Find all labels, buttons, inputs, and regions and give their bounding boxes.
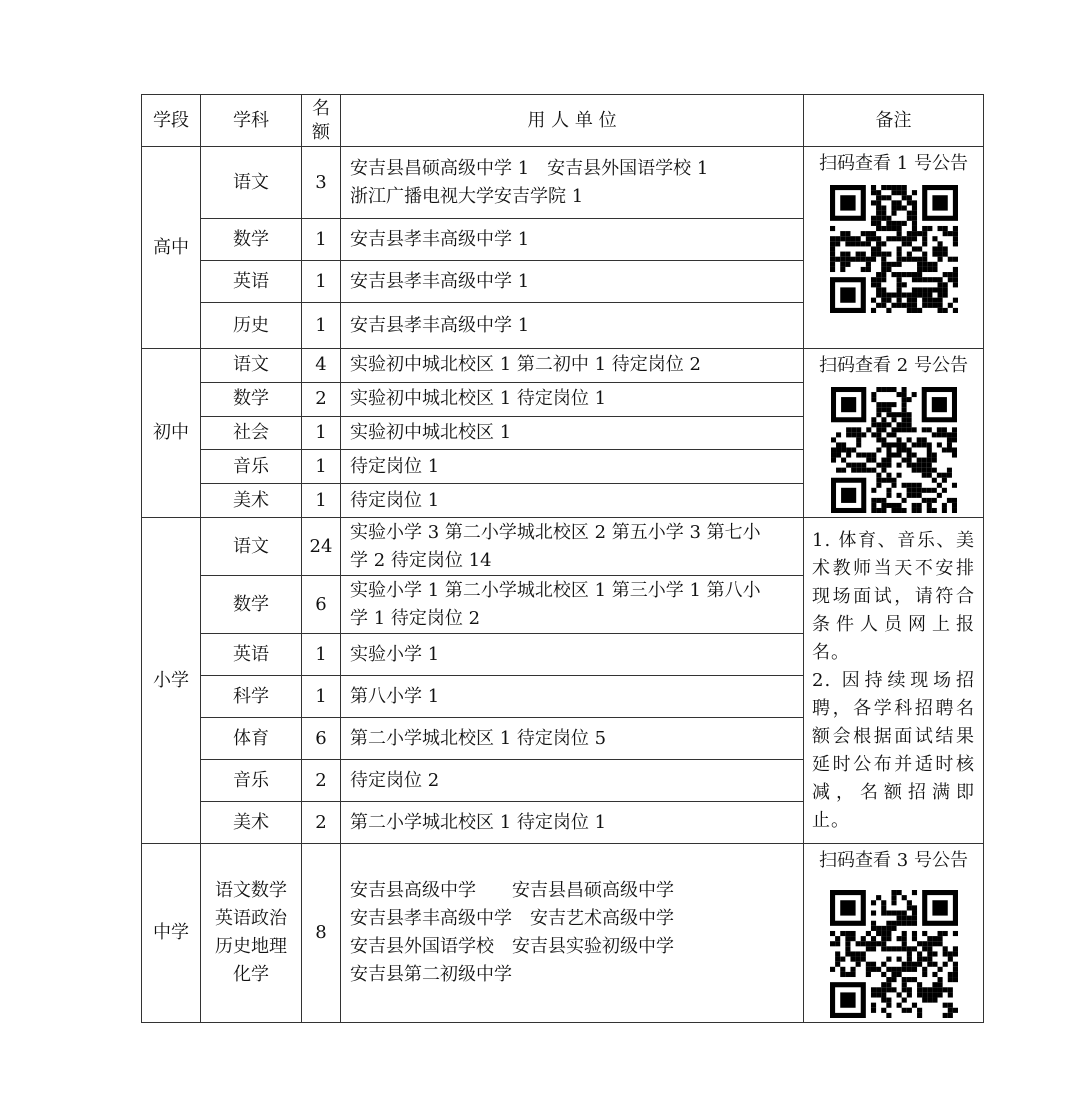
header-employer: 用 人 单 位 — [341, 95, 804, 147]
table-row — [142, 349, 984, 383]
quota-cell: 1 — [302, 303, 341, 349]
employer-line: 学 2 待定岗位 14 — [350, 549, 492, 571]
remark-cell — [804, 844, 984, 1023]
employer-cell — [341, 147, 804, 219]
subject-line: 历史地理 — [215, 936, 287, 957]
subject-cell: 语文 — [201, 147, 302, 219]
header-remark: 备注 — [804, 95, 984, 147]
subject-cell: 社会 — [201, 416, 302, 450]
header-row — [142, 95, 984, 147]
qr-code-icon[interactable] — [831, 387, 957, 513]
remark-cell — [804, 147, 984, 349]
subject-cell: 体育 — [201, 718, 302, 760]
quota-cell: 1 — [302, 261, 341, 303]
recruitment-table — [141, 94, 984, 1023]
header-quota — [302, 95, 341, 147]
employer-line: 安吉县外国语学校 安吉县实验初级中学 — [350, 936, 674, 957]
subject-line: 英语政治 — [215, 908, 287, 929]
employer-cell — [341, 518, 804, 576]
subject-cell: 英语 — [201, 634, 302, 676]
table-row — [142, 518, 984, 576]
table-row — [142, 844, 984, 1023]
quota-cell: 6 — [302, 576, 341, 634]
employer-cell — [341, 576, 804, 634]
subject-cell: 数学 — [201, 219, 302, 261]
employer-line: 浙江广播电视大学安吉学院 1 — [350, 185, 584, 207]
employer-cell: 待定岗位 2 — [341, 760, 804, 802]
employer-line: 实验小学 3 第二小学城北校区 2 第五小学 3 第七小 — [350, 521, 761, 543]
employer-cell: 第八小学 1 — [341, 676, 804, 718]
stage-cell: 高中 — [142, 147, 201, 349]
employer-cell — [341, 844, 804, 1023]
quota-cell: 1 — [302, 676, 341, 718]
quota-cell: 8 — [302, 844, 341, 1023]
subject-cell: 音乐 — [201, 450, 302, 484]
subject-cell: 美术 — [201, 802, 302, 844]
employer-cell: 第二小学城北校区 1 待定岗位 5 — [341, 718, 804, 760]
employer-line: 安吉县孝丰高级中学 安吉艺术高级中学 — [350, 908, 674, 929]
quota-cell: 4 — [302, 349, 341, 383]
quota-cell: 24 — [302, 518, 341, 576]
employer-cell: 第二小学城北校区 1 待定岗位 1 — [341, 802, 804, 844]
employer-cell: 安吉县孝丰高级中学 1 — [341, 303, 804, 349]
employer-cell: 安吉县孝丰高级中学 1 — [341, 261, 804, 303]
remark-title: 扫码查看 3 号公告 — [819, 850, 968, 871]
employer-line: 安吉县昌硕高级中学 1 安吉县外国语学校 1 — [350, 157, 709, 179]
subject-cell: 语文 — [201, 518, 302, 576]
quota-cell: 6 — [302, 718, 341, 760]
quota-cell: 1 — [302, 484, 341, 518]
quota-cell: 2 — [302, 760, 341, 802]
subject-cell: 科学 — [201, 676, 302, 718]
remark-note: 1. 体育、音乐、美术教师当天不安排现场面试，请符合条件人员网上报名。 2. 因持续现场招聘，各学科招聘名额会根据面试结果延时公布并适时核减，名额招满即止。 — [812, 529, 975, 831]
employer-line: 学 1 待定岗位 2 — [350, 607, 481, 629]
remark-note-cell — [804, 518, 984, 844]
table-row — [142, 147, 984, 219]
quota-cell: 2 — [302, 382, 341, 416]
remark-title: 扫码查看 2 号公告 — [819, 355, 968, 376]
stage-cell: 中学 — [142, 844, 201, 1023]
subject-cell: 语文 — [201, 349, 302, 383]
header-quota-line2: 额 — [312, 121, 330, 143]
quota-cell: 1 — [302, 416, 341, 450]
remark-title: 扫码查看 1 号公告 — [819, 153, 968, 174]
employer-cell: 实验初中城北校区 1 待定岗位 1 — [341, 382, 804, 416]
qr-code-icon[interactable] — [830, 890, 958, 1018]
employer-cell: 待定岗位 1 — [341, 484, 804, 518]
subject-cell: 英语 — [201, 261, 302, 303]
quota-cell: 3 — [302, 147, 341, 219]
header-stage: 学段 — [142, 95, 201, 147]
subject-line: 语文数学 — [215, 880, 287, 901]
subject-cell: 美术 — [201, 484, 302, 518]
quota-cell: 1 — [302, 219, 341, 261]
stage-cell: 初中 — [142, 349, 201, 518]
employer-cell: 实验小学 1 — [341, 634, 804, 676]
employer-line: 安吉县高级中学 安吉县昌硕高级中学 — [350, 880, 674, 901]
subject-cell: 音乐 — [201, 760, 302, 802]
subject-cell: 数学 — [201, 576, 302, 634]
subject-cell: 数学 — [201, 382, 302, 416]
header-quota-line1: 名 — [312, 97, 330, 119]
header-subject: 学科 — [201, 95, 302, 147]
subject-cell — [201, 844, 302, 1023]
remark-cell — [804, 349, 984, 518]
qr-code-icon[interactable] — [830, 185, 958, 313]
employer-cell: 实验初中城北校区 1 — [341, 416, 804, 450]
subject-cell: 历史 — [201, 303, 302, 349]
stage-cell: 小学 — [142, 518, 201, 844]
employer-line: 实验小学 1 第二小学城北校区 1 第三小学 1 第八小 — [350, 579, 761, 601]
quota-cell: 2 — [302, 802, 341, 844]
employer-cell: 待定岗位 1 — [341, 450, 804, 484]
employer-cell: 安吉县孝丰高级中学 1 — [341, 219, 804, 261]
employer-cell: 实验初中城北校区 1 第二初中 1 待定岗位 2 — [341, 349, 804, 383]
employer-line: 安吉县第二初级中学 — [350, 964, 512, 985]
quota-cell: 1 — [302, 634, 341, 676]
subject-line: 化学 — [233, 964, 269, 985]
quota-cell: 1 — [302, 450, 341, 484]
